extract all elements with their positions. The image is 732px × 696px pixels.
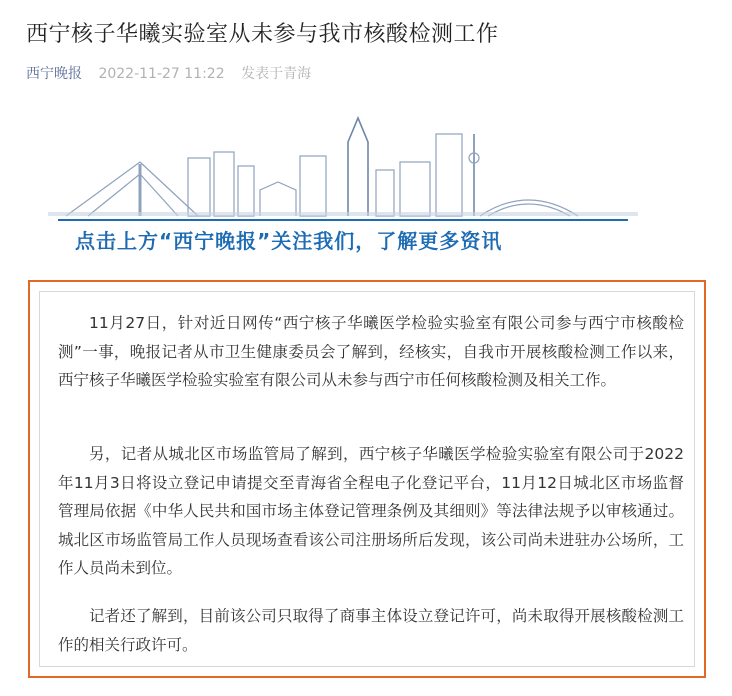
building [300, 156, 326, 216]
building [238, 166, 254, 216]
bridge-cable [66, 162, 140, 216]
publish-location: 发表于青海 [241, 66, 312, 82]
building [188, 158, 210, 216]
article-title: 西宁核子华曦实验室从未参与我市核酸检测工作 [26, 22, 499, 47]
article-body-inner-border [39, 291, 695, 667]
bridge-cable [140, 162, 198, 216]
landmark-tower [348, 118, 368, 216]
ground-strip [48, 212, 638, 216]
building [376, 170, 394, 216]
building [436, 134, 462, 216]
paragraph-3: 记者还了解到，目前该公司只取得了商事主体设立登记许可，尚未取得开展核酸检测工作的相关行政许可。 [58, 607, 684, 654]
paragraph-2: 另，记者从城北区市场监管局了解到，西宁核子华曦医学检验实验室有限公司于2022年11月3日将设立登记申请提交至青海省全程电子化登记平台，11月12日城北区市场监督管理局依据《中华人民共和国市场主体登记管理条例及其细则》等法律法规予以审核通过。城北区市场监管局工作人员现场查看该公司注册场所后发现，该公司尚未进驻办公场所，工作人员尚未到位。 [58, 445, 684, 577]
building [214, 152, 234, 216]
building [260, 182, 296, 216]
paragraph-1: 11月27日，针对近日网传“西宁核子华曦医学检验实验室有限公司参与西宁市核酸检测”一事，晚报记者从市卫生健康委员会了解到，经核实，自我市开展核酸检测工作以来，西宁核子华曦医学检验实验室有限公司从未参与西宁市任何核酸检测及相关工作。 [58, 314, 684, 389]
follow-prompt-text[interactable]: 点击上方“西宁晚报”关注我们，了解更多资讯 [75, 229, 503, 253]
article-body-frame [28, 280, 706, 678]
publish-date: 2022-11-27 11:22 [98, 66, 225, 82]
building [400, 162, 430, 216]
account-name-link[interactable]: 西宁晚报 [26, 66, 82, 82]
article-meta [26, 64, 311, 84]
